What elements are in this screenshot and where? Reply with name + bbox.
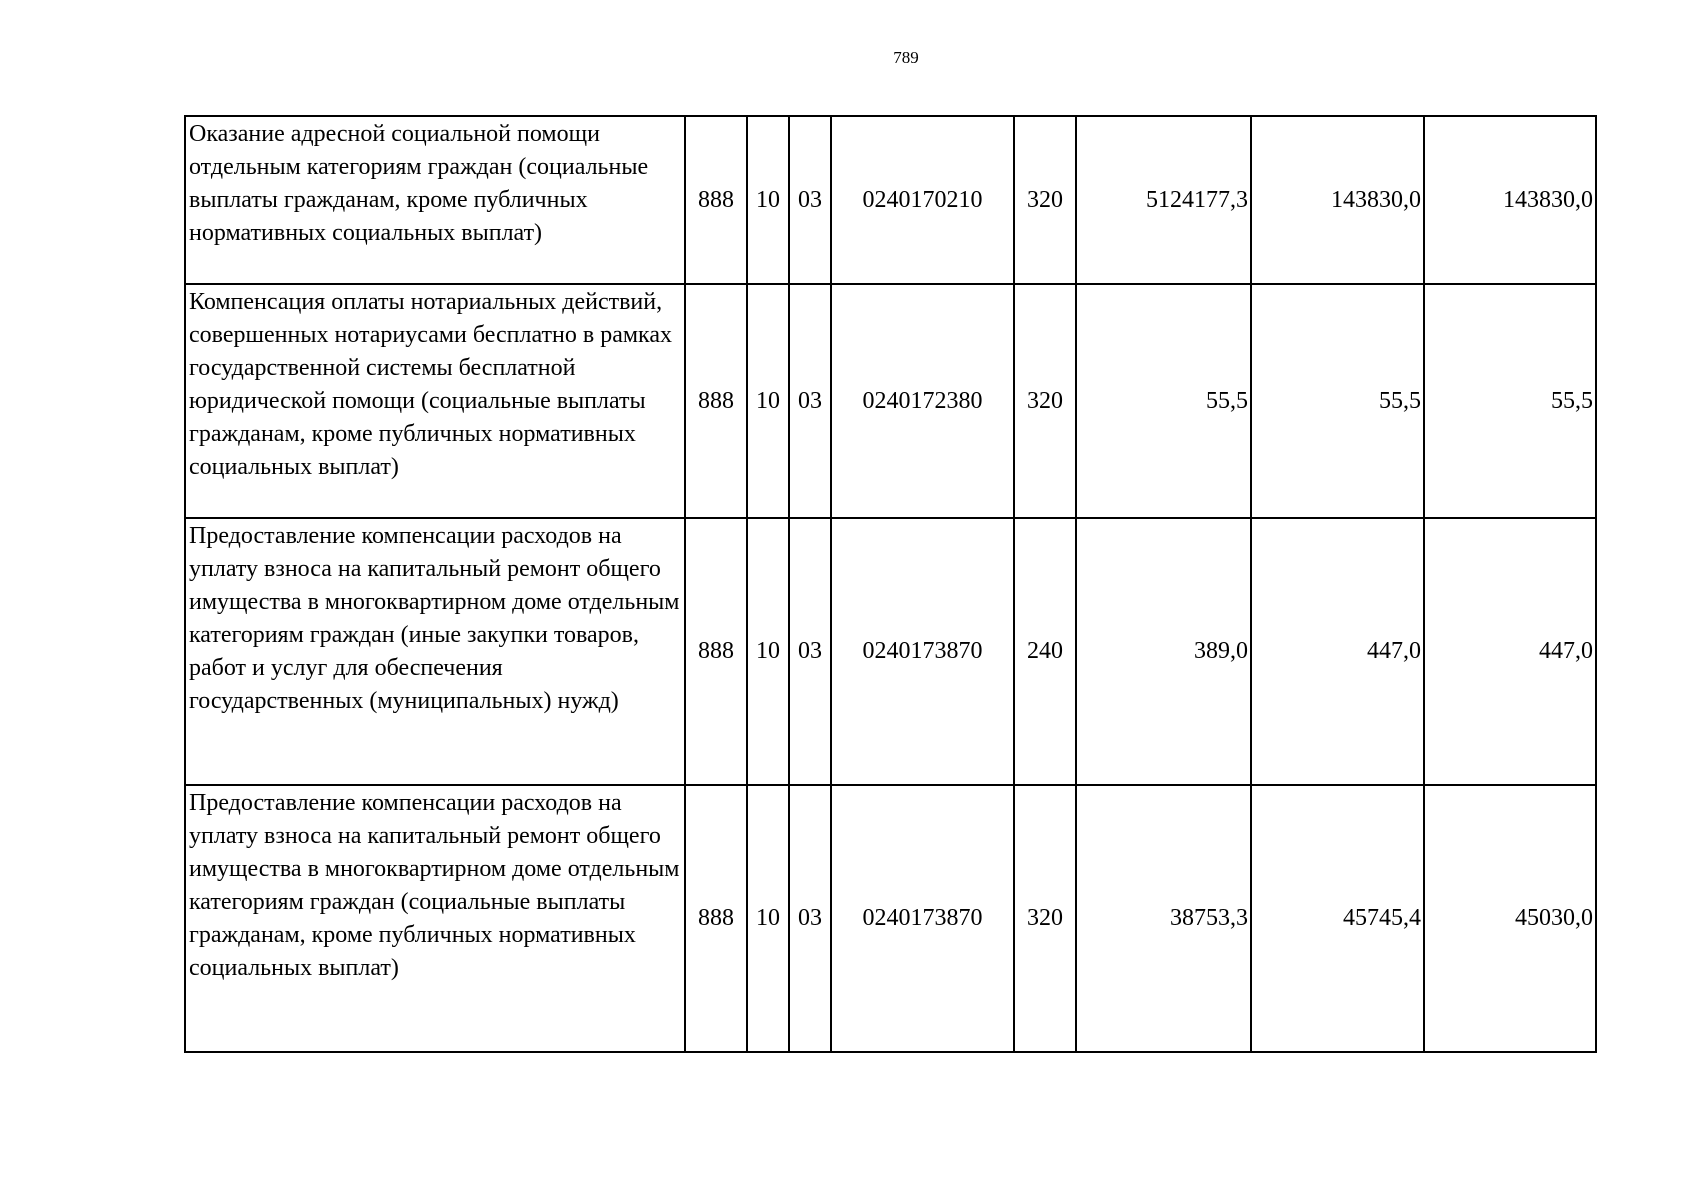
section-code-cell: 10 [747, 785, 789, 1052]
row-description: Компенсация оплаты нотариальных действий, совершенных нотариусами бесплатно в рамках государственной системы бесплатной юридической помощи (социальные выплаты гражданам, кроме публичных нормативных социальных выплат) [189, 289, 672, 480]
ministry-code-cell: 888 [685, 518, 747, 785]
row-description-cell [185, 116, 685, 284]
expense-type-cell: 320 [1014, 785, 1076, 1052]
subsection-code-cell: 03 [789, 785, 831, 1052]
table-row [185, 785, 1596, 1052]
amount-1-cell: 55,5 [1076, 284, 1251, 518]
ministry-code-cell: 888 [685, 116, 747, 284]
section-code-cell: 10 [747, 518, 789, 785]
section-code-cell: 10 [747, 116, 789, 284]
amount-2-cell: 55,5 [1251, 284, 1424, 518]
budget-table [184, 115, 1597, 1053]
subsection-code-cell: 03 [789, 116, 831, 284]
amount-1-cell: 5124177,3 [1076, 116, 1251, 284]
expense-type-cell: 320 [1014, 116, 1076, 284]
table-row [185, 284, 1596, 518]
ministry-code-cell: 888 [685, 785, 747, 1052]
expense-type-cell: 240 [1014, 518, 1076, 785]
amount-3-cell: 55,5 [1424, 284, 1596, 518]
amount-2-cell: 143830,0 [1251, 116, 1424, 284]
amount-2-cell: 447,0 [1251, 518, 1424, 785]
amount-2-cell: 45745,4 [1251, 785, 1424, 1052]
row-description-cell [185, 518, 685, 785]
row-description-cell [185, 284, 685, 518]
row-description: Оказание адресной социальной помощи отдельным категориям граждан (социальные выплаты гражданам, кроме публичных нормативных социальных выплат) [189, 121, 649, 246]
subsection-code-cell: 03 [789, 284, 831, 518]
target-article-cell: 0240170210 [831, 116, 1014, 284]
amount-1-cell: 389,0 [1076, 518, 1251, 785]
row-description-cell [185, 785, 685, 1052]
target-article-cell: 0240172380 [831, 284, 1014, 518]
target-article-cell: 0240173870 [831, 785, 1014, 1052]
target-article-cell: 0240173870 [831, 518, 1014, 785]
table-row [185, 518, 1596, 785]
row-description: Предоставление компенсации расходов на уплату взноса на капитальный ремонт общего имущества в многоквартирном доме отдельным категориям граждан (иные закупки товаров, работ и услуг для обеспечения государственных (муниципальных) нужд) [189, 523, 680, 714]
amount-3-cell: 45030,0 [1424, 785, 1596, 1052]
subsection-code-cell: 03 [789, 518, 831, 785]
page-number: 789 [893, 48, 919, 67]
amount-3-cell: 447,0 [1424, 518, 1596, 785]
row-description: Предоставление компенсации расходов на уплату взноса на капитальный ремонт общего имущества в многоквартирном доме отдельным категориям граждан (социальные выплаты гражданам, кроме публичных нормативных социальных выплат) [189, 790, 680, 981]
amount-3-cell: 143830,0 [1424, 116, 1596, 284]
section-code-cell: 10 [747, 284, 789, 518]
table-row [185, 116, 1596, 284]
ministry-code-cell: 888 [685, 284, 747, 518]
amount-1-cell: 38753,3 [1076, 785, 1251, 1052]
expense-type-cell: 320 [1014, 284, 1076, 518]
